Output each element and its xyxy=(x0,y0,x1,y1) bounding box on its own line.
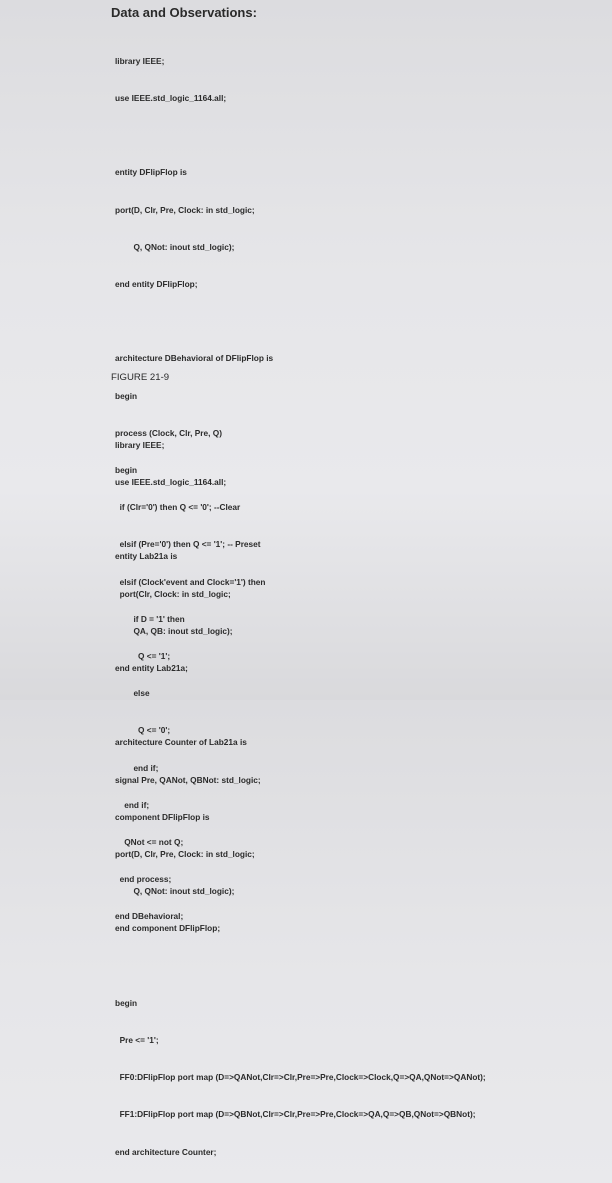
code-line xyxy=(115,960,486,972)
code-line: end entity Lab21a; xyxy=(115,663,188,674)
code-line: QA, QB: inout std_logic); xyxy=(115,625,233,636)
code-line: end component DFlipFlop; xyxy=(115,923,221,934)
code-line: library IEEE; xyxy=(115,439,165,450)
code-line xyxy=(115,315,273,327)
code-line xyxy=(115,129,273,141)
code-line: if (Clr='0') then Q <= '0'; --Clear xyxy=(115,502,241,513)
code-line: begin xyxy=(115,997,138,1008)
code-line: QNot <= not Q; xyxy=(115,837,184,848)
page-title: Data and Observations: xyxy=(111,5,257,20)
code-line: use IEEE.std_logic_1164.all; xyxy=(115,93,227,104)
code-line: end DBehavioral; xyxy=(115,911,184,922)
code-line: library IEEE; xyxy=(115,55,165,66)
code-line: end process; xyxy=(115,874,172,885)
code-line: Q <= '0'; xyxy=(115,725,171,736)
code-line: begin xyxy=(115,390,138,401)
code-line: Q, QNot: inout std_logic); xyxy=(115,241,235,252)
code-line: Pre <= '1'; xyxy=(115,1035,159,1046)
code-line: component DFlipFlop is xyxy=(115,811,210,822)
code-line: end if; xyxy=(115,762,159,773)
vhdl-code-lab21a xyxy=(115,414,486,1183)
code-line: entity Lab21a is xyxy=(115,551,178,562)
figure-caption: FIGURE 21-9 xyxy=(111,372,170,383)
code-line: FF0:DFlipFlop port map (D=>QANot,Clr=>Clr,Pre=>Pre,Clock=>Clock,Q=>QA,QNot=>QANot); xyxy=(115,1072,486,1083)
code-line: begin xyxy=(115,465,138,476)
code-line xyxy=(115,699,486,711)
code-line: signal Pre, QANot, QBNot: std_logic; xyxy=(115,774,261,785)
code-line: port(D, Clr, Pre, Clock: in std_logic; xyxy=(115,849,255,860)
code-line: end architecture Counter; xyxy=(115,1146,217,1157)
code-line: entity DFlipFlop is xyxy=(115,167,187,178)
code-line: port(D, Clr, Pre, Clock: in std_logic; xyxy=(115,204,255,215)
code-line: end entity DFlipFlop; xyxy=(115,279,198,290)
code-line: if D = '1' then xyxy=(115,613,185,624)
code-line: end if; xyxy=(115,799,150,810)
code-line: else xyxy=(115,688,150,699)
code-line: architecture Counter of Lab21a is xyxy=(115,737,247,748)
code-line: Q <= '1'; xyxy=(115,651,171,662)
code-line: Q, QNot: inout std_logic); xyxy=(115,886,235,897)
code-line: port(Clr, Clock: in std_logic; xyxy=(115,588,231,599)
code-line: architecture DBehavioral of DFlipFlop is xyxy=(115,353,274,364)
code-line: elsif (Pre='0') then Q <= '1'; -- Preset xyxy=(115,539,261,550)
code-line: use IEEE.std_logic_1164.all; xyxy=(115,477,227,488)
code-line xyxy=(115,513,486,525)
code-line: process (Clock, Clr, Pre, Q) xyxy=(115,427,222,438)
code-line: FF1:DFlipFlop port map (D=>QBNot,Clr=>Clr,Pre=>Pre,Clock=>QA,Q=>QB,QNot=>QBNot); xyxy=(115,1109,476,1120)
code-line: elsif (Clock'event and Clock='1') then xyxy=(115,576,266,587)
